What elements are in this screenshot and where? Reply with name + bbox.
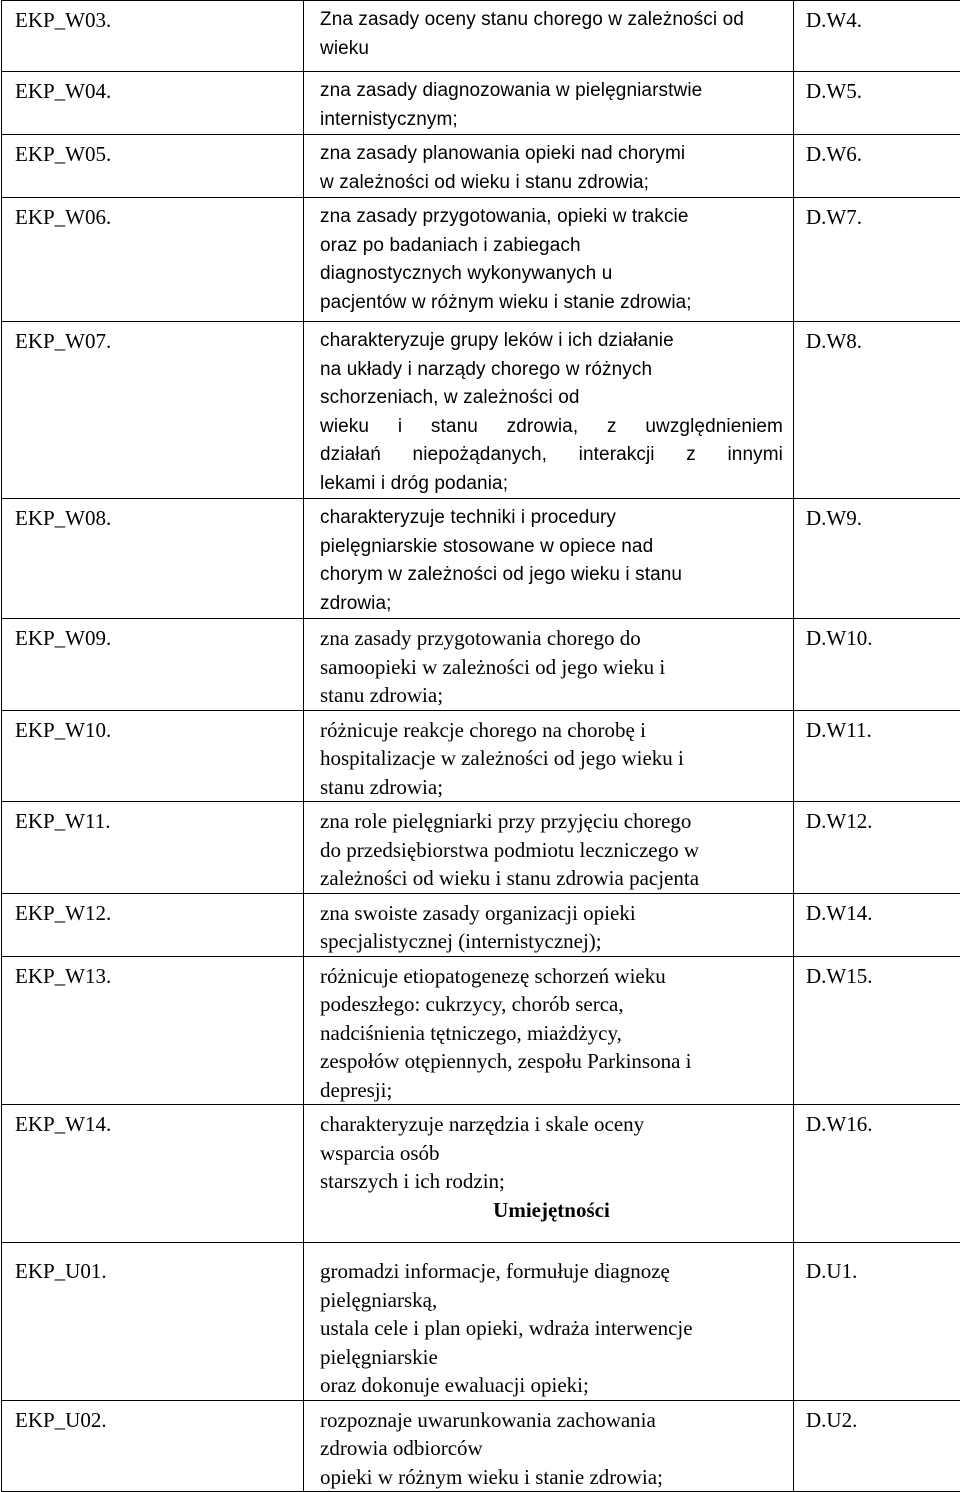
reference-code: D.W15. bbox=[794, 956, 960, 1105]
outcome-description bbox=[304, 1400, 794, 1492]
outcome-description bbox=[304, 710, 794, 802]
description-line: zna zasady przygotowania chorego do bbox=[320, 624, 783, 653]
description-line: diagnostycznych wykonywanych u bbox=[320, 260, 783, 289]
description-line: różnicuje etiopatogenezę schorzeń wieku bbox=[320, 962, 783, 991]
description-line: zespołów otępiennych, zespołu Parkinsona i bbox=[320, 1047, 783, 1076]
description-line: charakteryzuje grupy leków i ich działanie bbox=[320, 327, 783, 356]
description-line: depresji; bbox=[320, 1076, 783, 1105]
description-line: stanu zdrowia; bbox=[320, 773, 783, 802]
table-row bbox=[2, 198, 960, 322]
description-line: chorym w zależności od jego wieku i stanu bbox=[320, 561, 783, 590]
outcome-code: EKP_W13. bbox=[2, 956, 304, 1105]
description-line: zna zasady diagnozowania w pielęgniarstwie bbox=[320, 77, 783, 106]
table-row bbox=[2, 710, 960, 802]
outcome-code: EKP_W11. bbox=[2, 802, 304, 894]
outcome-code: EKP_U01. bbox=[2, 1243, 304, 1401]
learning-outcomes-table bbox=[1, 0, 960, 1492]
description-line: zna swoiste zasady organizacji opieki bbox=[320, 899, 783, 928]
description-line: działań niepożądanych, interakcji z innymi bbox=[320, 441, 783, 470]
description-line: rozpoznaje uwarunkowania zachowania bbox=[320, 1406, 783, 1435]
description-line: nadciśnienia tętniczego, miażdżycy, bbox=[320, 1019, 783, 1048]
description-line: schorzeniach, w zależności od bbox=[320, 384, 783, 413]
outcome-description bbox=[304, 956, 794, 1105]
table-row bbox=[2, 1, 960, 72]
description-line: specjalistycznej (internistycznej); bbox=[320, 927, 783, 956]
reference-code: D.W4. bbox=[794, 1, 960, 72]
description-line: różnicuje reakcje chorego na chorobę i bbox=[320, 716, 783, 745]
outcome-code: EKP_W03. bbox=[2, 1, 304, 72]
reference-code: D.W12. bbox=[794, 802, 960, 894]
outcome-description bbox=[304, 135, 794, 198]
description-line: do przedsiębiorstwa podmiotu leczniczego w bbox=[320, 836, 783, 865]
outcome-description bbox=[304, 72, 794, 135]
outcome-code: EKP_W12. bbox=[2, 893, 304, 956]
outcome-description bbox=[304, 499, 794, 619]
description-line: zdrowia; bbox=[320, 590, 783, 619]
description-line: zna zasady planowania opieki nad chorymi bbox=[320, 140, 783, 169]
outcome-description bbox=[304, 619, 794, 711]
outcome-code: EKP_W07. bbox=[2, 322, 304, 499]
description-line: zdrowia odbiorców bbox=[320, 1434, 783, 1463]
description-line: pielęgniarskie stosowane w opiece nad bbox=[320, 533, 783, 562]
table-row bbox=[2, 1400, 960, 1492]
table-row bbox=[2, 802, 960, 894]
outcome-code: EKP_W08. bbox=[2, 499, 304, 619]
table-row bbox=[2, 135, 960, 198]
description-line: Zna zasady oceny stanu chorego w zależności od bbox=[320, 6, 783, 35]
description-line: zależności od wieku i stanu zdrowia pacjenta bbox=[320, 864, 783, 893]
table-row bbox=[2, 499, 960, 619]
outcome-code: EKP_W14. bbox=[2, 1105, 304, 1243]
section-heading-skills: Umiejętności bbox=[320, 1196, 783, 1225]
outcome-description bbox=[304, 322, 794, 499]
description-line: charakteryzuje techniki i procedury bbox=[320, 504, 783, 533]
outcome-description bbox=[304, 1243, 794, 1401]
reference-code: D.W10. bbox=[794, 619, 960, 711]
outcome-code: EKP_W09. bbox=[2, 619, 304, 711]
description-line: zna zasady przygotowania, opieki w trakcie bbox=[320, 203, 783, 232]
outcome-code: EKP_W06. bbox=[2, 198, 304, 322]
description-line: gromadzi informacje, formułuje diagnozę bbox=[320, 1257, 783, 1286]
table-row bbox=[2, 893, 960, 956]
description-line: stanu zdrowia; bbox=[320, 681, 783, 710]
description-line: pacjentów w różnym wieku i stanie zdrowia; bbox=[320, 289, 783, 318]
description-line: w zależności od wieku i stanu zdrowia; bbox=[320, 169, 783, 198]
reference-code: D.W8. bbox=[794, 322, 960, 499]
description-line: wsparcia osób bbox=[320, 1139, 783, 1168]
description-line: oraz dokonuje ewaluacji opieki; bbox=[320, 1371, 783, 1400]
description-line: starszych i ich rodzin; bbox=[320, 1167, 783, 1196]
outcome-description bbox=[304, 198, 794, 322]
description-line: na układy i narządy chorego w różnych bbox=[320, 356, 783, 385]
description-line: wieku bbox=[320, 35, 783, 64]
description-line: samoopieki w zależności od jego wieku i bbox=[320, 653, 783, 682]
table-row bbox=[2, 956, 960, 1105]
description-line: oraz po badaniach i zabiegach bbox=[320, 232, 783, 261]
reference-code: D.W5. bbox=[794, 72, 960, 135]
outcome-description bbox=[304, 1105, 794, 1243]
description-line: opieki w różnym wieku i stanie zdrowia; bbox=[320, 1463, 783, 1492]
description-line: hospitalizacje w zależności od jego wieku i bbox=[320, 744, 783, 773]
outcome-code: EKP_W10. bbox=[2, 710, 304, 802]
description-line: ustala cele i plan opieki, wdraża interwencje bbox=[320, 1314, 783, 1343]
description-line: internistycznym; bbox=[320, 106, 783, 135]
reference-code: D.W7. bbox=[794, 198, 960, 322]
outcome-code: EKP_U02. bbox=[2, 1400, 304, 1492]
description-line: pielęgniarskie bbox=[320, 1343, 783, 1372]
outcome-code: EKP_W05. bbox=[2, 135, 304, 198]
outcome-description bbox=[304, 893, 794, 956]
reference-code: D.W6. bbox=[794, 135, 960, 198]
description-line: charakteryzuje narzędzia i skale oceny bbox=[320, 1110, 783, 1139]
table-row bbox=[2, 1243, 960, 1401]
description-line: zna role pielęgniarki przy przyjęciu chorego bbox=[320, 807, 783, 836]
description-line: podeszłego: cukrzycy, chorób serca, bbox=[320, 990, 783, 1019]
reference-code: D.W9. bbox=[794, 499, 960, 619]
reference-code: D.U2. bbox=[794, 1400, 960, 1492]
table-row bbox=[2, 1105, 960, 1243]
outcome-code: EKP_W04. bbox=[2, 72, 304, 135]
reference-code: D.W16. bbox=[794, 1105, 960, 1243]
description-line: lekami i dróg podania; bbox=[320, 470, 783, 499]
description-line: pielęgniarską, bbox=[320, 1286, 783, 1315]
outcome-description bbox=[304, 1, 794, 72]
table-row bbox=[2, 322, 960, 499]
outcome-description bbox=[304, 802, 794, 894]
reference-code: D.U1. bbox=[794, 1243, 960, 1401]
description-line: wieku i stanu zdrowia, z uwzględnieniem bbox=[320, 413, 783, 442]
table-row bbox=[2, 72, 960, 135]
reference-code: D.W14. bbox=[794, 893, 960, 956]
table-row bbox=[2, 619, 960, 711]
reference-code: D.W11. bbox=[794, 710, 960, 802]
